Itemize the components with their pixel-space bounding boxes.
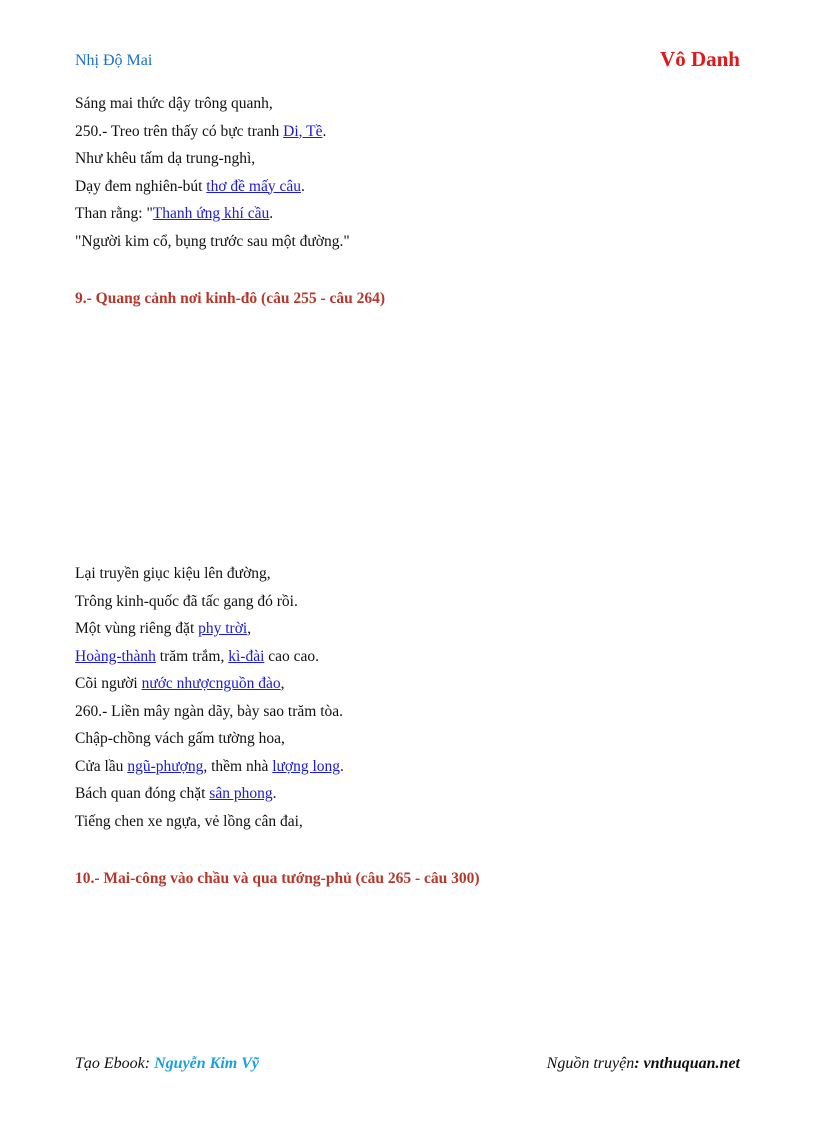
footer-source-site: vnthuquan.net <box>643 1055 740 1072</box>
annotation-link[interactable]: phy trời <box>198 620 248 637</box>
verse-text: . <box>269 205 274 222</box>
verse-text: . <box>322 122 327 140</box>
author-name: Vô Danh <box>660 47 740 71</box>
verse-text: 250.- Treo trên thấy có bực tranh <box>75 122 284 140</box>
verse-line <box>75 670 344 698</box>
footer-ebook-sep: : <box>144 1055 155 1072</box>
verse-line <box>75 808 344 836</box>
verse-text: "Người kim cổ, bụng trước sau một đường." <box>75 232 350 250</box>
verse-text: trăm trắm, <box>155 647 229 665</box>
verse-line <box>75 725 344 753</box>
verse-block-2 <box>75 560 344 835</box>
verse-text: , <box>280 675 285 692</box>
annotation-link[interactable]: Hoàng-thành <box>75 647 156 665</box>
verse-text: . <box>301 177 305 195</box>
annotation-link[interactable]: sân phong <box>209 785 273 802</box>
verse-line <box>75 698 344 726</box>
book-title: Nhị Độ Mai <box>75 52 153 69</box>
verse-text: 260.- Liền mây ngàn dãy, bày sao trăm tòa. <box>75 702 344 720</box>
verse-text: Bách quan đóng chặt <box>75 785 210 802</box>
verse-text: , thềm nhà <box>203 757 273 775</box>
footer-source-sep: : <box>634 1055 644 1072</box>
footer-ebook-label: Tạo Ebook <box>75 1055 145 1072</box>
footer-ebook-author: Nguyễn Kim Vỹ <box>154 1055 259 1072</box>
verse-block-1 <box>75 90 350 255</box>
annotation-link[interactable]: Thanh ứng khí cầu <box>152 205 270 222</box>
annotation-link[interactable]: ngũ-phượng <box>127 757 204 775</box>
verse-text: . <box>340 757 344 775</box>
verse-text: Sáng mai thức dậy trông quanh, <box>75 95 273 112</box>
annotation-link[interactable]: Di, Tề <box>283 122 323 140</box>
verse-line <box>75 588 344 616</box>
verse-line <box>75 643 344 671</box>
section-heading-9: 9.- Quang cảnh nơi kinh-đô (câu 255 - câu 264) <box>75 290 386 307</box>
footer-source-credit <box>547 1055 740 1073</box>
annotation-link[interactable]: lượng long <box>272 757 341 775</box>
verse-text: Một vùng riêng đặt <box>75 620 199 637</box>
verse-line <box>75 118 350 146</box>
annotation-link[interactable]: thơ đề mấy câu <box>206 177 301 195</box>
verse-text: Lại truyền giục kiệu lên đường, <box>75 565 271 582</box>
verse-line <box>75 780 344 808</box>
verse-text: Cõi người <box>75 675 142 692</box>
verse-line <box>75 173 350 201</box>
section-heading-10: 10.- Mai-công vào chầu và qua tướng-phủ (câu 265 - câu 300) <box>75 870 480 887</box>
verse-text: Tiếng chen xe ngựa, vẻ lồng cân đai, <box>75 812 303 830</box>
verse-line <box>75 560 344 588</box>
verse-line <box>75 753 344 781</box>
annotation-link[interactable]: kì-đài <box>228 647 265 665</box>
verse-line <box>75 145 350 173</box>
verse-text: Cửa lầu <box>75 757 128 775</box>
verse-line <box>75 200 350 228</box>
verse-line <box>75 90 350 118</box>
verse-text: . <box>272 785 277 802</box>
verse-text: cao cao. <box>264 647 320 665</box>
footer-source-label: Nguồn truyện <box>546 1055 635 1072</box>
verse-text: , <box>247 620 252 637</box>
verse-text: Than rằng: " <box>75 205 153 222</box>
verse-text: Trông kinh-quốc đã tấc gang đó rồi. <box>75 592 298 610</box>
verse-text: Chập-chồng vách gấm tường hoa, <box>75 730 285 747</box>
verse-line <box>75 228 350 256</box>
verse-text: Dạy đem nghiên-bút <box>75 177 207 195</box>
annotation-link[interactable]: nước nhượcnguồn đào <box>141 675 281 692</box>
verse-text: Như khêu tấm dạ trung-nghì, <box>75 150 256 167</box>
verse-line <box>75 615 344 643</box>
footer-ebook-credit <box>75 1055 259 1073</box>
